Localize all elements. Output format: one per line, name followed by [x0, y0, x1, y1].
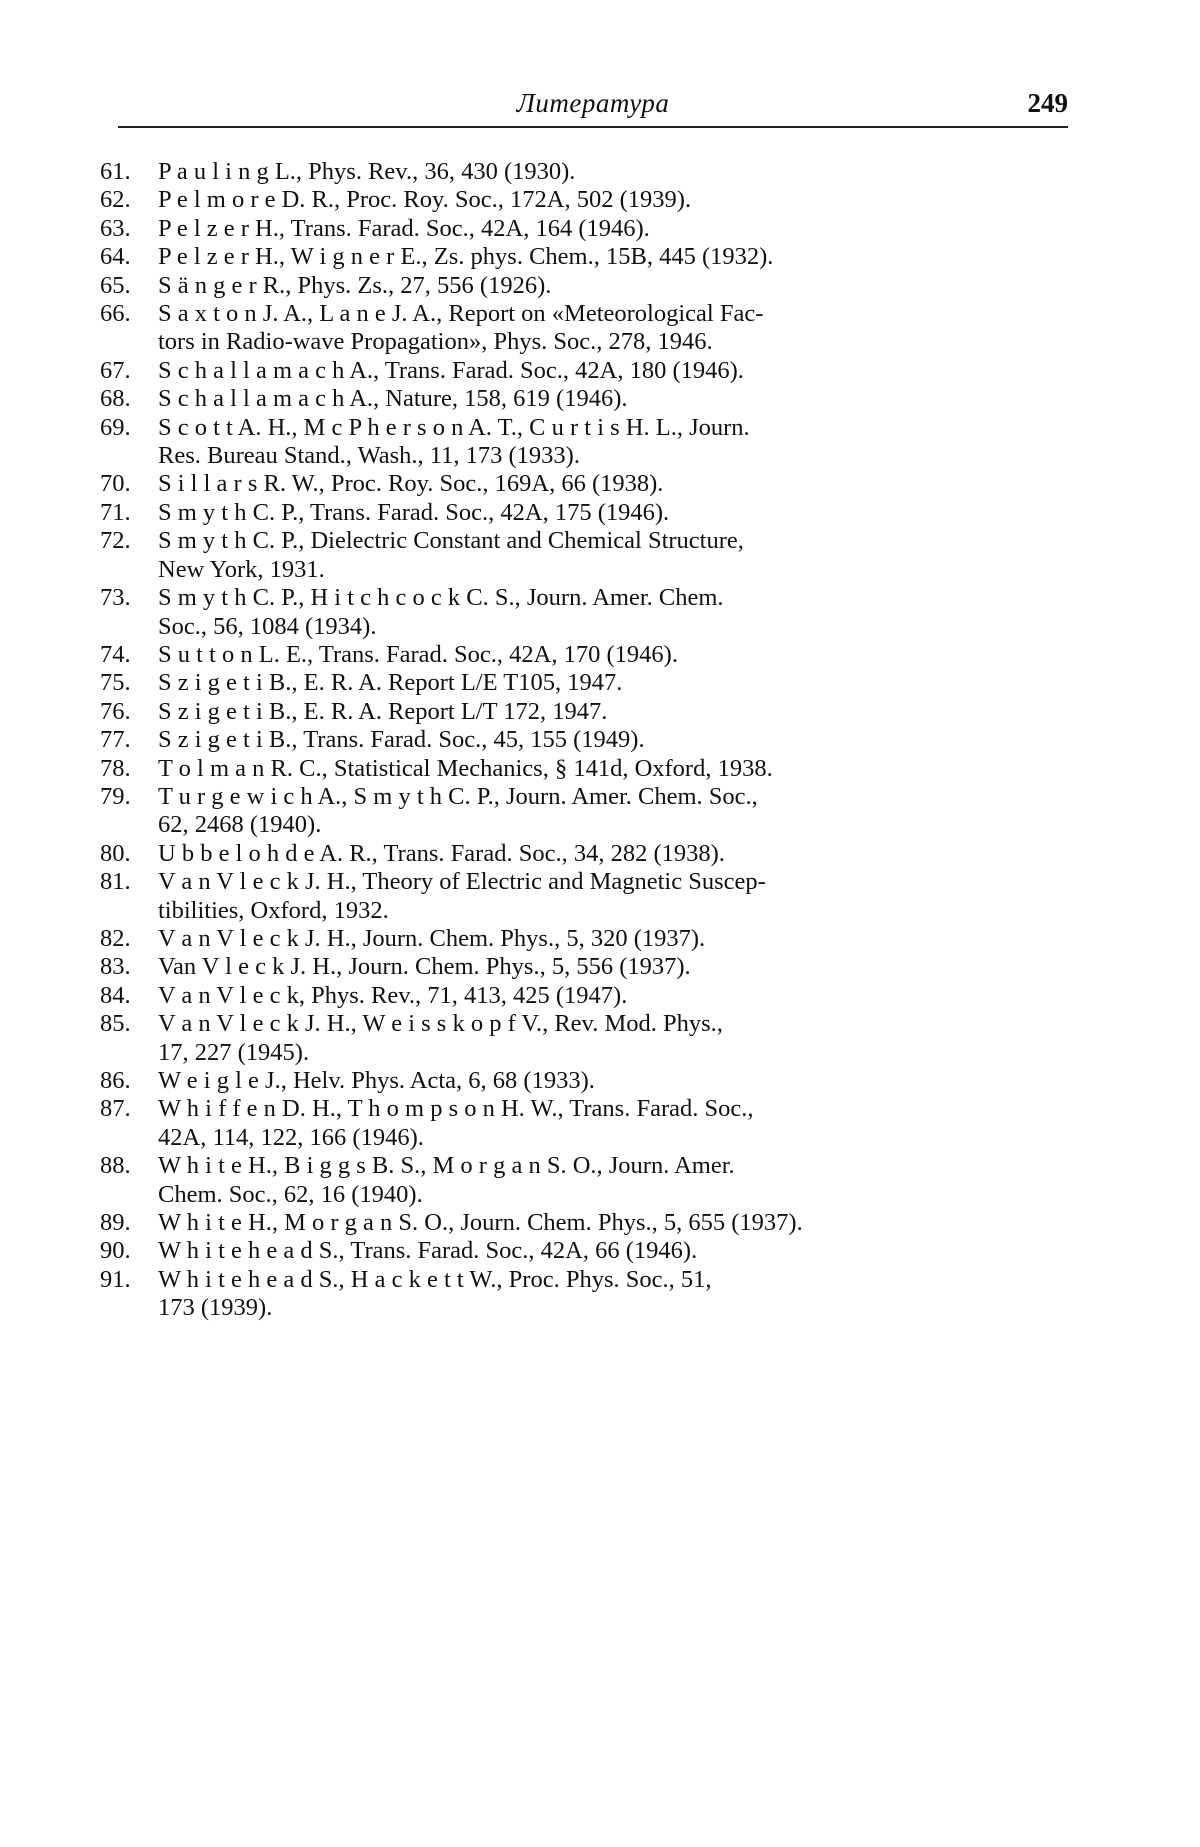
reference-number: 63. — [100, 214, 131, 242]
reference-item — [100, 1266, 1060, 1323]
reference-item — [100, 1152, 1060, 1209]
reference-item — [100, 1010, 1060, 1067]
running-title: Литература — [516, 88, 670, 118]
reference-item — [100, 215, 1060, 243]
reference-text: P e l m o r e D. R., Proc. Roy. Soc., 172A, 502 (1939). — [158, 186, 692, 214]
reference-text: S ä n g e r R., Phys. Zs., 27, 556 (1926). — [158, 271, 552, 299]
reference-item — [100, 414, 1060, 471]
reference-number: 71. — [100, 498, 131, 526]
reference-number: 69. — [100, 413, 131, 441]
reference-item — [100, 385, 1060, 413]
reference-number: 62. — [100, 186, 131, 214]
reference-item — [100, 243, 1060, 271]
reference-item — [100, 1067, 1060, 1095]
reference-number: 72. — [100, 527, 131, 555]
reference-number: 73. — [100, 584, 131, 612]
reference-number: 89. — [100, 1209, 131, 1237]
reference-item — [100, 1095, 1060, 1152]
reference-text: W h i t e H., B i g g s B. S., M o r g a n S. O., Journ. Amer. Chem. Soc., 62, 16 (1940). — [158, 1152, 735, 1208]
reference-number: 75. — [100, 669, 131, 697]
reference-text: S m y t h C. P., Dielectric Constant and Chemical Structure, New York, 1931. — [158, 527, 744, 583]
reference-number: 86. — [100, 1067, 131, 1094]
reference-text: T u r g e w i c h A., S m y t h C. P., Journ. Amer. Chem. Soc., 62, 2468 (1940). — [158, 782, 758, 839]
reference-text: S u t t o n L. E., Trans. Farad. Soc., 42A, 170 (1946). — [158, 640, 678, 668]
reference-text: S c h a l l a m a c h A., Nature, 158, 619 (1946). — [158, 385, 628, 413]
reference-text: T o l m a n R. C., Statistical Mechanics, § 141d, Oxford, 1938. — [158, 754, 773, 782]
reference-item — [100, 982, 1060, 1010]
reference-text: P e l z e r H., Trans. Farad. Soc., 42A, 164 (1946). — [158, 214, 650, 242]
reference-text: S a x t o n J. A., L a n e J. A., Report on «Meteorological Fac- tors in Radio-wave Propagation», Phys. Soc., 278, 1946. — [158, 300, 764, 356]
running-header — [118, 86, 1068, 128]
reference-item — [100, 755, 1060, 783]
reference-list — [100, 158, 1060, 1323]
reference-text: S z i g e t i B., E. R. A. Report L/E T105, 1947. — [158, 669, 623, 697]
reference-text: S z i g e t i B., E. R. A. Report L/T 172, 1947. — [158, 697, 608, 725]
reference-text: P a u l i n g L., Phys. Rev., 36, 430 (1930). — [158, 158, 576, 185]
reference-item — [100, 641, 1060, 669]
reference-number: 66. — [100, 300, 131, 328]
reference-number: 64. — [100, 243, 131, 271]
reference-item — [100, 584, 1060, 641]
reference-text: W h i t e h e a d S., H a c k e t t W., Proc. Phys. Soc., 51, 173 (1939). — [158, 1265, 712, 1322]
reference-number: 70. — [100, 470, 131, 498]
reference-item — [100, 527, 1060, 584]
reference-text: S i l l a r s R. W., Proc. Roy. Soc., 169A, 66 (1938). — [158, 470, 664, 498]
reference-item — [100, 726, 1060, 754]
reference-item — [100, 272, 1060, 300]
reference-text: V a n V l e c k J. H., Journ. Chem. Phys., 5, 320 (1937). — [158, 924, 706, 952]
page-number: 249 — [1027, 88, 1068, 118]
reference-number: 74. — [100, 640, 131, 668]
reference-number: 84. — [100, 981, 131, 1009]
reference-item — [100, 925, 1060, 953]
reference-text: W e i g l e J., Helv. Phys. Acta, 6, 68 (1933). — [158, 1067, 595, 1094]
reference-item — [100, 470, 1060, 498]
reference-item — [100, 783, 1060, 840]
reference-number: 79. — [100, 782, 131, 810]
reference-number: 65. — [100, 271, 131, 299]
reference-number: 83. — [100, 953, 131, 981]
reference-text: P e l z e r H., W i g n e r E., Zs. phys. Chem., 15B, 445 (1932). — [158, 243, 774, 271]
reference-text: W h i f f e n D. H., T h o m p s o n H. W., Trans. Farad. Soc., 42A, 114, 122, 166 (1946). — [158, 1095, 754, 1151]
reference-item — [100, 868, 1060, 925]
reference-text: V a n V l e c k J. H., Theory of Electric and Magnetic Suscep- tibilities, Oxford, 1932. — [158, 868, 766, 924]
reference-number: 76. — [100, 697, 131, 725]
reference-text: S m y t h C. P., H i t c h c o c k C. S., Journ. Amer. Chem. Soc., 56, 1084 (1934). — [158, 584, 724, 640]
reference-item — [100, 698, 1060, 726]
reference-number: 80. — [100, 839, 131, 867]
reference-item — [100, 499, 1060, 527]
reference-item — [100, 1209, 1060, 1237]
reference-text: Van V l e c k J. H., Journ. Chem. Phys., 5, 556 (1937). — [158, 953, 691, 981]
reference-number: 87. — [100, 1095, 131, 1123]
reference-number: 67. — [100, 356, 131, 384]
reference-item — [100, 186, 1060, 214]
reference-item — [100, 158, 1060, 186]
reference-text: V a n V l e c k, Phys. Rev., 71, 413, 425 (1947). — [158, 981, 628, 1009]
reference-item — [100, 669, 1060, 697]
reference-text: S c h a l l a m a c h A., Trans. Farad. Soc., 42A, 180 (1946). — [158, 356, 744, 384]
reference-text: V a n V l e c k J. H., W e i s s k o p f V., Rev. Mod. Phys., 17, 227 (1945). — [158, 1010, 723, 1066]
reference-number: 78. — [100, 754, 131, 782]
reference-item — [100, 357, 1060, 385]
reference-text: S c o t t A. H., M c P h e r s o n A. T., C u r t i s H. L., Journ. Res. Bureau Stand., Wash., 11, 173 (1933). — [158, 413, 750, 470]
reference-number: 85. — [100, 1010, 131, 1038]
reference-number: 91. — [100, 1265, 131, 1293]
reference-number: 81. — [100, 868, 131, 896]
reference-item — [100, 840, 1060, 868]
reference-number: 82. — [100, 924, 131, 952]
reference-number: 77. — [100, 726, 131, 754]
reference-number: 90. — [100, 1237, 131, 1265]
reference-number: 68. — [100, 385, 131, 413]
reference-text: W h i t e h e a d S., Trans. Farad. Soc., 42A, 66 (1946). — [158, 1237, 698, 1265]
reference-text: W h i t e H., M o r g a n S. O., Journ. Chem. Phys., 5, 655 (1937). — [158, 1209, 803, 1237]
reference-item — [100, 300, 1060, 357]
reference-item — [100, 1237, 1060, 1265]
reference-number: 88. — [100, 1152, 131, 1180]
reference-text: U b b e l o h d e A. R., Trans. Farad. Soc., 34, 282 (1938). — [158, 839, 725, 867]
reference-text: S z i g e t i B., Trans. Farad. Soc., 45, 155 (1949). — [158, 726, 645, 754]
reference-item — [100, 953, 1060, 981]
reference-number: 61. — [100, 158, 131, 185]
reference-text: S m y t h C. P., Trans. Farad. Soc., 42A, 175 (1946). — [158, 498, 670, 526]
